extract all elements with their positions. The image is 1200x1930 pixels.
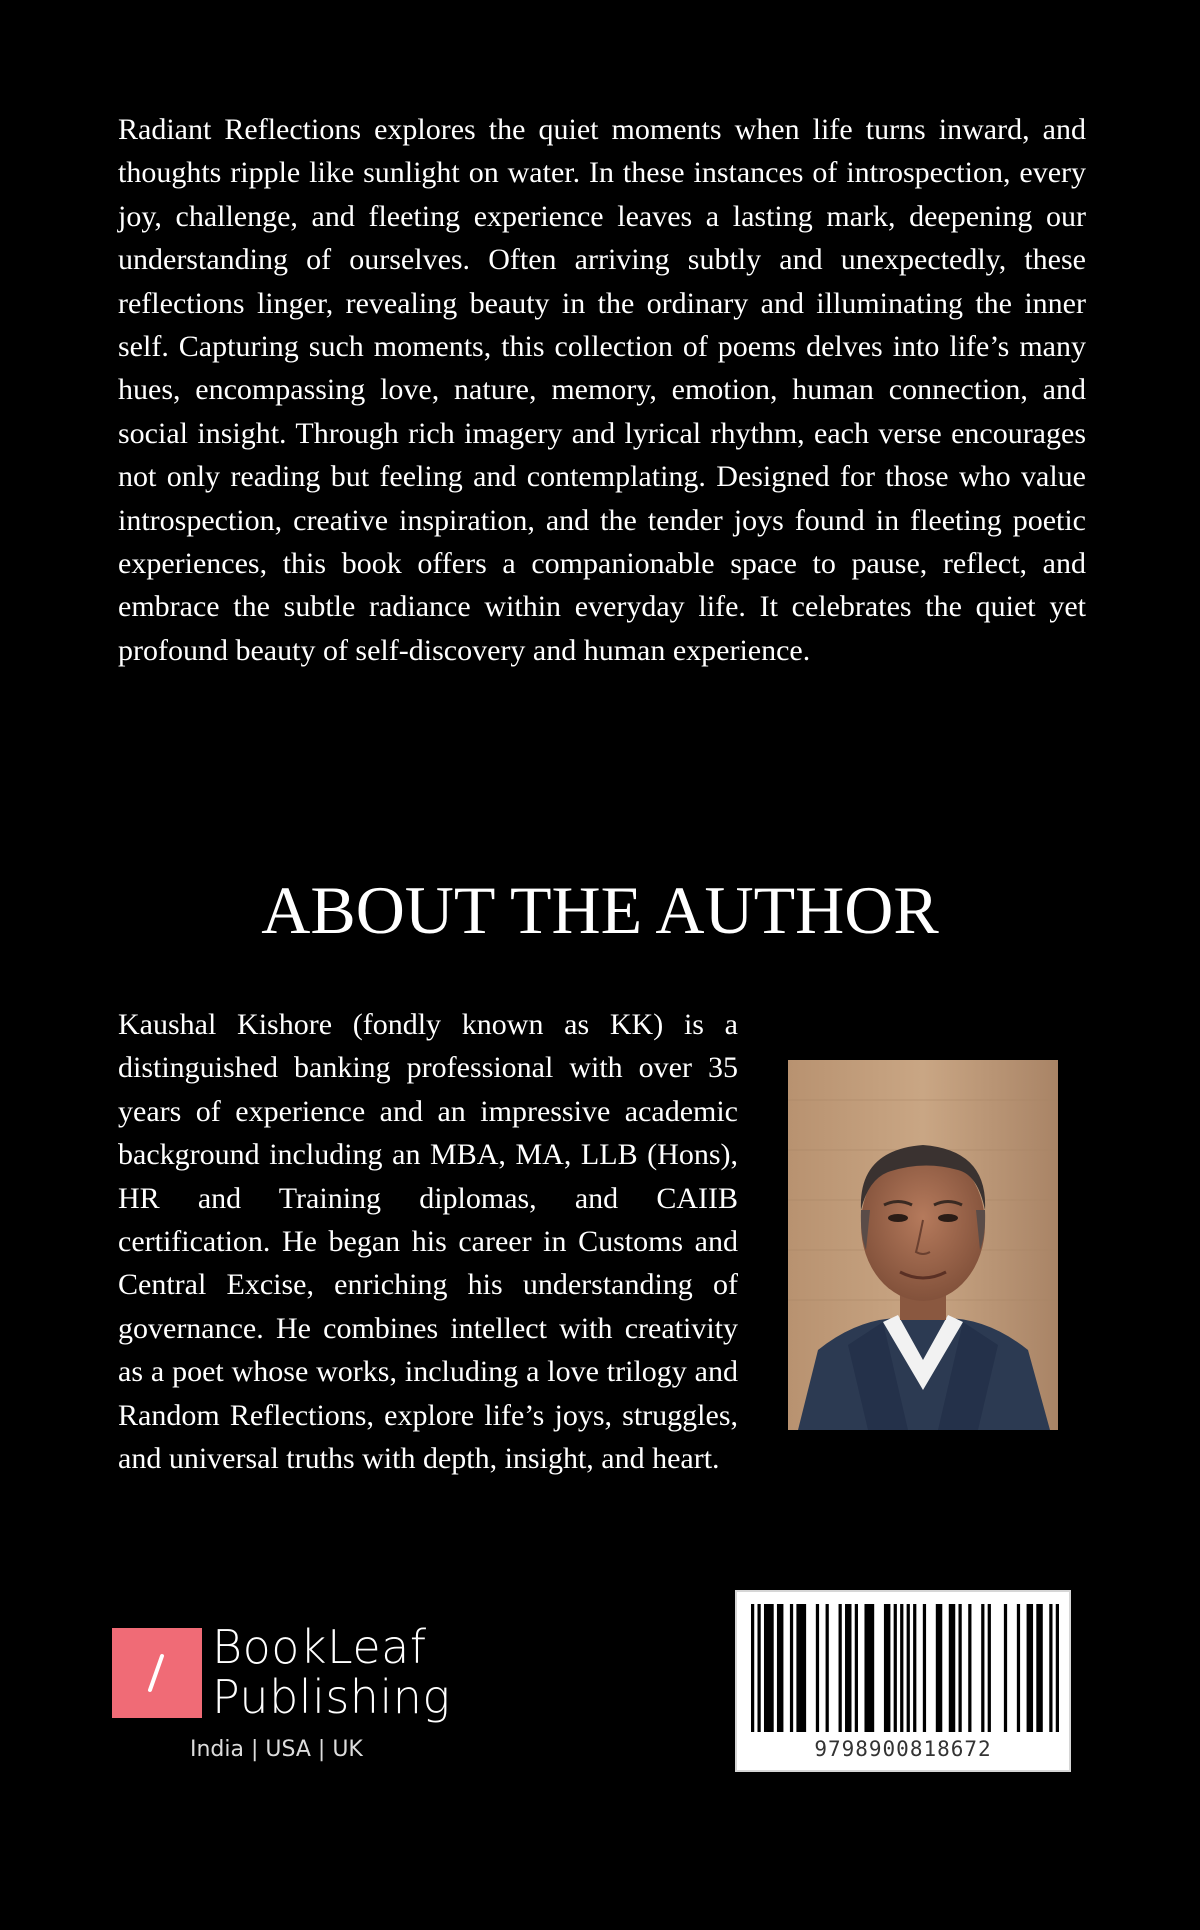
barcode-bar: [913, 1604, 916, 1732]
barcode-bar: [981, 1604, 984, 1732]
barcode-bar: [923, 1604, 926, 1732]
barcode-bar: [764, 1604, 774, 1732]
book-blurb: Radiant Reflections explores the quiet moments when life turns inward, and thoughts ripple like sunlight on water. In these instances of introspection, every joy, challenge, and fleeting experience leaves a lasting mark, deepening our understanding of ourselves. Often arriving subtly and unexpectedly, these reflections linger, revealing beauty in the ordinary and illuminating the inner self. Capturing such moments, this collection of poems delves into life’s many hues, encompassing love, nature, memory, emotion, human connection, and social insight. Through rich imagery and lyrical rhythm, each verse encourages not only reading but feeling and contemplating. Designed for those who value introspection, creative inspiration, and the tender joys found in fleeting poetic experiences, this book offers a companionable space to pause, reflect, and embrace the subtle radiance within everyday life. It celebrates the quiet yet profound beauty of self-discovery and human experience.: [118, 113, 1086, 667]
barcode-number: 9798900818672: [814, 1737, 992, 1761]
isbn-barcode: [735, 1590, 1071, 1772]
publisher-locations: India | USA | UK: [190, 1737, 363, 1762]
barcode-bar: [864, 1604, 874, 1732]
author-bio: Kaushal Kishore (fondly known as KK) is a distinguished banking professional with over 35 years of experience and an impressive academic background including an MBA, MA, LLB (Hons), HR and Training diplomas, and CAIIB certification. He began his career in Customs and Central Excise, enriching his understanding of governance. He combines intellect with creativity as a poet whose works, including a love trilogy and Random Reflections, explore life’s joys, struggles, and universal truths with depth, insight, and heart.: [118, 1008, 738, 1476]
barcode-bar: [958, 1604, 961, 1732]
barcode-bar: [1036, 1604, 1042, 1732]
barcode-bar: [1017, 1604, 1020, 1732]
barcode-bars: [751, 1604, 1059, 1732]
publisher-name-line2: Publishing: [212, 1670, 451, 1724]
barcode-bar: [1049, 1604, 1052, 1732]
barcode-bar: [777, 1604, 783, 1732]
barcode-bar: [757, 1604, 760, 1732]
about-author-heading: ABOUT THE AUTHOR: [261, 872, 939, 948]
barcode-bar: [894, 1604, 897, 1732]
barcode-bar: [936, 1604, 942, 1732]
barcode-bar: [968, 1604, 971, 1732]
barcode-bar: [751, 1604, 754, 1732]
barcode-bar: [988, 1604, 991, 1732]
publisher-name: [212, 1622, 451, 1722]
barcode-bar: [855, 1604, 858, 1732]
barcode-bar: [790, 1604, 793, 1732]
barcode-bar: [839, 1604, 842, 1732]
barcode-bar: [796, 1604, 806, 1732]
barcode-bar: [907, 1604, 910, 1732]
barcode-bar: [845, 1604, 851, 1732]
barcode-bar: [826, 1604, 829, 1732]
publisher-logo: [112, 1628, 202, 1718]
barcode-bar: [949, 1604, 955, 1732]
slash-icon: [112, 1628, 202, 1718]
barcode-bar: [1056, 1604, 1059, 1732]
barcode-bar: [884, 1604, 890, 1732]
author-photo: [788, 1060, 1058, 1430]
barcode-bar: [816, 1604, 819, 1732]
barcode-bar: [900, 1604, 903, 1732]
barcode-bar: [1027, 1604, 1033, 1732]
publisher-name-line1: BookLeaf: [212, 1620, 427, 1674]
barcode-bar: [1004, 1604, 1007, 1732]
